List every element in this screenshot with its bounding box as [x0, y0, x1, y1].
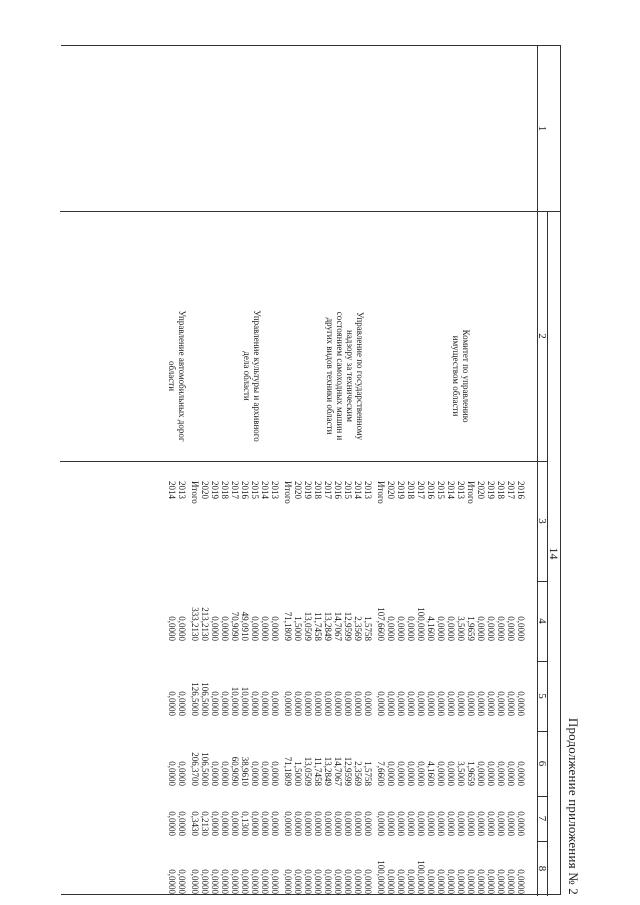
value-c4: 49,0910: [240, 611, 250, 641]
table-row: [396, 46, 406, 896]
value-c7: 0,0000: [260, 811, 270, 836]
table-row: [240, 46, 250, 896]
value-c4: 0,0000: [220, 616, 230, 641]
value-c8: 0,0000: [436, 869, 446, 894]
value-c6: 7,6600: [376, 761, 386, 786]
row-year: 2016: [240, 481, 250, 499]
column-number-2: 2: [536, 333, 548, 339]
value-c6: 0,0000: [496, 761, 506, 786]
value-c8: 0,0000: [260, 869, 270, 894]
value-c6: 0,0000: [250, 761, 260, 786]
value-c5: 0,0000: [167, 691, 177, 716]
value-c7: 0,1300: [240, 811, 250, 836]
value-c6: 0,0000: [260, 761, 270, 786]
value-c4: 0,0000: [516, 616, 526, 641]
table-row: [406, 46, 416, 896]
table-row: [190, 46, 200, 896]
value-c7: 0,0000: [396, 811, 406, 836]
value-c4: 2,3569: [353, 616, 363, 641]
row-year: 2019: [396, 481, 406, 499]
value-c4: 0,0000: [446, 616, 456, 641]
row-year: 2017: [416, 481, 426, 499]
table-row: [303, 46, 313, 896]
row-year: 2013: [363, 481, 373, 499]
value-c5: 0,0000: [486, 691, 496, 716]
value-c8: 0,0000: [323, 869, 333, 894]
value-c4: 12,9599: [343, 611, 353, 641]
organization-name-line: других видов техники области: [325, 317, 335, 435]
value-c8: 0,0000: [456, 869, 466, 894]
value-c5: 0,0000: [353, 691, 363, 716]
value-c6: 13,0509: [303, 756, 313, 786]
value-c5: 0,0000: [220, 691, 230, 716]
row-year: 2017: [506, 481, 516, 499]
value-c7: 0,0000: [376, 811, 386, 836]
value-c5: 0,0000: [250, 691, 260, 716]
value-c7: 0,2130: [200, 811, 210, 836]
table-row: [456, 46, 466, 896]
value-c8: 100,0000: [416, 860, 426, 894]
value-c5: 0,0000: [313, 691, 323, 716]
value-c7: 0,0000: [283, 811, 293, 836]
table-row: [313, 46, 323, 896]
value-c8: 0,0000: [190, 869, 200, 894]
row-year: 2014: [167, 481, 177, 499]
value-c6: 3,5000: [456, 761, 466, 786]
value-c7: 0,0000: [177, 811, 187, 836]
value-c4: 100,0000: [416, 607, 426, 641]
value-c4: 0,0000: [167, 616, 177, 641]
value-c6: 2,3569: [353, 761, 363, 786]
rotated-table-page: [65, 25, 585, 895]
row-year: 2015: [343, 481, 353, 499]
value-c7: 0,0000: [446, 811, 456, 836]
organization-name-line: области: [167, 360, 177, 392]
value-c8: 0,0000: [476, 869, 486, 894]
column-number-6: 6: [536, 760, 548, 767]
row-year: 2020: [293, 481, 303, 499]
value-c7: 0,0000: [416, 811, 426, 836]
value-c5: 0,0000: [496, 691, 506, 716]
value-c6: 38,9610: [240, 756, 250, 786]
value-c6: 12,9599: [343, 756, 353, 786]
value-c7: 0,0000: [486, 811, 496, 836]
value-c6: 0,0000: [436, 761, 446, 786]
table-row: [333, 46, 343, 896]
table-row: [486, 46, 496, 896]
value-c7: 0,0000: [303, 811, 313, 836]
row-year: 2016: [516, 481, 526, 499]
value-c8: 0,0000: [446, 869, 456, 894]
value-c6: 0,0000: [220, 761, 230, 786]
value-c5: 0,0000: [426, 691, 436, 716]
table-row: [446, 46, 456, 896]
value-c7: 0,0000: [363, 811, 373, 836]
value-c4: 0,0000: [436, 616, 446, 641]
table-row: [283, 46, 293, 896]
table-row: [506, 46, 516, 896]
value-c8: 0,0000: [283, 869, 293, 894]
organization-name: [167, 286, 187, 466]
row-year: 2013: [177, 481, 187, 499]
value-c8: 0,0000: [353, 869, 363, 894]
value-c6: 0,0000: [406, 761, 416, 786]
organization-name-line: дела области: [242, 351, 252, 401]
value-c6: 13,2849: [323, 756, 333, 786]
organization-name-line: Управление автомобильных дорог: [177, 310, 187, 442]
row-year: 2020: [386, 481, 396, 499]
value-c4: 213,2130: [200, 607, 210, 641]
table-row: [167, 46, 177, 896]
value-c8: 0,0000: [313, 869, 323, 894]
value-c8: 0,0000: [220, 869, 230, 894]
value-c5: 0,0000: [323, 691, 333, 716]
table-row: [230, 46, 240, 896]
value-c4: 14,7067: [333, 611, 343, 641]
table-row: [436, 46, 446, 896]
value-c5: 0,0000: [303, 691, 313, 716]
value-c6: 0,0000: [177, 761, 187, 786]
value-c8: 0,0000: [516, 869, 526, 894]
value-c8: 0,0000: [303, 869, 313, 894]
value-c6: 0,0000: [446, 761, 456, 786]
value-c4: 333,2130: [190, 607, 200, 641]
value-c6: 0,0000: [167, 761, 177, 786]
value-c5: 0,0000: [333, 691, 343, 716]
value-c5: 0,0000: [406, 691, 416, 716]
value-c7: 0,0000: [386, 811, 396, 836]
value-c5: 0,0000: [283, 691, 293, 716]
value-c8: 0,0000: [506, 869, 516, 894]
value-c4: 0,0000: [496, 616, 506, 641]
value-c5: 0,0000: [436, 691, 446, 716]
value-c5: 0,0000: [293, 691, 303, 716]
value-c6: 1,9659: [466, 761, 476, 786]
column-number-4: 4: [536, 618, 548, 624]
organization-name-line: состоянием самоходных машин и: [335, 311, 345, 441]
table-row: [177, 46, 187, 896]
value-c4: 13,2849: [323, 611, 333, 641]
value-c4: 0,0000: [486, 616, 496, 641]
value-c7: 0,0000: [406, 811, 416, 836]
value-c8: 0,0000: [293, 869, 303, 894]
value-c8: 0,0000: [177, 869, 187, 894]
value-c8: 0,0000: [343, 869, 353, 894]
value-c5: 0,0000: [376, 691, 386, 716]
row-year: Итого: [283, 481, 293, 504]
value-c7: 0,0000: [476, 811, 486, 836]
value-c4: 0,0000: [260, 616, 270, 641]
value-c8: 0,0000: [210, 869, 220, 894]
value-c7: 0,0000: [250, 811, 260, 836]
row-year: 2018: [313, 481, 323, 499]
row-year: 2014: [353, 481, 363, 499]
table-row: [426, 46, 436, 896]
value-c8: 0,0000: [363, 869, 373, 894]
value-c4: 0,0000: [506, 616, 516, 641]
organization-name-line: Управление по государственному: [355, 311, 365, 441]
value-c4: 11,7458: [313, 612, 323, 641]
value-c7: 0,0000: [270, 811, 280, 836]
row-year: 2013: [456, 481, 466, 499]
value-c5: 10,0000: [230, 686, 240, 716]
value-c8: 0,0000: [386, 869, 396, 894]
column-number-1: 1: [536, 125, 548, 132]
value-c5: 0,0000: [506, 691, 516, 716]
organization-name-line: Управление культуры и архивного: [252, 310, 262, 442]
value-c6: 0,0000: [270, 761, 280, 786]
table-grid: [61, 45, 561, 895]
value-c4: 1,5758: [363, 616, 373, 641]
value-c6: 1,5758: [363, 761, 373, 786]
value-c7: 0,0000: [210, 811, 220, 836]
value-c8: 0,0000: [406, 869, 416, 894]
row-year: 2015: [250, 481, 260, 499]
value-c8: 0,0000: [240, 869, 250, 894]
table-row: [343, 46, 353, 896]
row-year: 2018: [496, 481, 506, 499]
row-year: 2016: [333, 481, 343, 499]
value-c5: 0,0000: [516, 691, 526, 716]
value-c5: 0,0000: [456, 691, 466, 716]
value-c6: 0,0000: [506, 761, 516, 786]
value-c7: 0,0000: [343, 811, 353, 836]
table-row: [220, 46, 230, 896]
column-number-3: 3: [536, 518, 548, 524]
value-c5: 0,0000: [416, 691, 426, 716]
value-c8: 0,0000: [230, 869, 240, 894]
value-c6: 71,1809: [283, 756, 293, 786]
table-row: [496, 46, 506, 896]
value-c4: 0,0000: [250, 616, 260, 641]
value-c6: 0,0000: [516, 761, 526, 786]
value-c7: 0,0000: [333, 811, 343, 836]
value-c4: 1,9659: [466, 616, 476, 641]
organization-name-line: имуществом области: [451, 335, 461, 417]
span-header: 14: [547, 547, 561, 560]
value-c5: 0,0000: [177, 691, 187, 716]
row-year: 2019: [210, 481, 220, 499]
appendix-caption: Продолжение приложения № 2: [566, 717, 581, 895]
value-c6: 1,5000: [293, 761, 303, 786]
value-c6: 0,0000: [486, 761, 496, 786]
value-c7: 0,0000: [496, 811, 506, 836]
value-c8: 0,0000: [396, 869, 406, 894]
value-c4: 0,0000: [210, 616, 220, 641]
table-row: [250, 46, 260, 896]
table-row: [416, 46, 426, 896]
value-c5: 0,0000: [466, 691, 476, 716]
value-c5: 0,0000: [386, 691, 396, 716]
value-c7: 0,0000: [426, 811, 436, 836]
row-year: Итого: [376, 481, 386, 504]
value-c5: 0,0000: [363, 691, 373, 716]
value-c7: 0,0000: [506, 811, 516, 836]
value-c4: 0,0000: [396, 616, 406, 641]
value-c6: 106,5000: [200, 752, 210, 786]
table-row: [516, 46, 526, 896]
value-c5: 0,0000: [270, 691, 280, 716]
row-year: 2014: [260, 481, 270, 499]
table-row: [260, 46, 270, 896]
row-year: 2019: [486, 481, 496, 499]
table-row: [376, 46, 386, 896]
value-c5: 0,0000: [476, 691, 486, 716]
value-c8: 0,0000: [496, 869, 506, 894]
row-year: 2020: [476, 481, 486, 499]
value-c6: 60,9090: [230, 756, 240, 786]
organization-name: [242, 286, 262, 466]
organization-name-line: надзору за техническим: [345, 330, 355, 422]
value-c4: 0,0000: [476, 616, 486, 641]
value-c6: 0,0000: [416, 761, 426, 786]
row-year: Итого: [190, 481, 200, 504]
row-year: 2015: [436, 481, 446, 499]
value-c6: 0,0000: [386, 761, 396, 786]
row-year: 2018: [220, 481, 230, 499]
table-row: [323, 46, 333, 896]
value-c4: 4,1600: [426, 616, 436, 641]
value-c6: 14,7067: [333, 756, 343, 786]
table-row: [363, 46, 373, 896]
column-number-5: 5: [536, 693, 548, 699]
organization-name: [325, 286, 365, 466]
value-c4: 0,0000: [270, 616, 280, 641]
value-c7: 0,0000: [466, 811, 476, 836]
table-row: [270, 46, 280, 896]
value-c5: 126,5000: [190, 682, 200, 716]
value-c7: 0,0000: [230, 811, 240, 836]
row-year: 2020: [200, 481, 210, 499]
table-row: [466, 46, 476, 896]
row-year: 2018: [406, 481, 416, 499]
value-c7: 0,0000: [323, 811, 333, 836]
table-row: [476, 46, 486, 896]
value-c8: 0,0000: [466, 869, 476, 894]
value-c6: 0,0000: [396, 761, 406, 786]
value-c8: 0,0000: [426, 869, 436, 894]
row-year: Итого: [466, 481, 476, 504]
row-year: 2017: [323, 481, 333, 499]
value-c8: 100,0000: [376, 860, 386, 894]
row-year: 2014: [446, 481, 456, 499]
value-c7: 0,0000: [516, 811, 526, 836]
value-c5: 0,0000: [446, 691, 456, 716]
value-c4: 107,6600: [376, 607, 386, 641]
value-c5: 0,0000: [343, 691, 353, 716]
value-c7: 0,0000: [436, 811, 446, 836]
value-c5: 0,0000: [396, 691, 406, 716]
organization-name: [451, 286, 471, 466]
value-c6: 4,1600: [426, 761, 436, 786]
value-c7: 0,0000: [313, 811, 323, 836]
value-c5: 10,0000: [240, 686, 250, 716]
value-c4: 0,0000: [177, 616, 187, 641]
value-c7: 0,0000: [293, 811, 303, 836]
value-c6: 11,7458: [313, 757, 323, 786]
value-c4: 3,5000: [456, 616, 466, 641]
value-c7: 0,0000: [167, 811, 177, 836]
table-row: [353, 46, 363, 896]
value-c5: 0,0000: [210, 691, 220, 716]
value-c8: 0,0000: [250, 869, 260, 894]
value-c7: 0,3430: [190, 811, 200, 836]
value-c6: 206,3700: [190, 752, 200, 786]
table-row: [293, 46, 303, 896]
value-c7: 0,0000: [220, 811, 230, 836]
value-c7: 0,0000: [353, 811, 363, 836]
value-c4: 0,0000: [406, 616, 416, 641]
value-c8: 0,0000: [270, 869, 280, 894]
value-c7: 0,0000: [456, 811, 466, 836]
organization-name-line: Комитет по управлению: [461, 329, 471, 423]
value-c6: 0,0000: [476, 761, 486, 786]
row-year: 2016: [426, 481, 436, 499]
value-c5: 106,5000: [200, 682, 210, 716]
table-row: [386, 46, 396, 896]
value-c5: 0,0000: [260, 691, 270, 716]
column-number-7: 7: [536, 815, 548, 822]
value-c4: 1,5000: [293, 616, 303, 641]
column-number-8: 8: [536, 865, 548, 872]
value-c8: 0,0000: [333, 869, 343, 894]
value-c4: 70,9090: [230, 611, 240, 641]
value-c4: 0,0000: [386, 616, 396, 641]
value-c8: 0,0000: [486, 869, 496, 894]
row-year: 2019: [303, 481, 313, 499]
table-row: [210, 46, 220, 896]
value-c6: 0,0000: [210, 761, 220, 786]
row-year: 2013: [270, 481, 280, 499]
row-year: 2017: [230, 481, 240, 499]
value-c8: 0,0000: [167, 869, 177, 894]
table-row: [200, 46, 210, 896]
value-c4: 71,1809: [283, 611, 293, 641]
value-c4: 13,0509: [303, 611, 313, 641]
value-c8: 0,0000: [200, 869, 210, 894]
